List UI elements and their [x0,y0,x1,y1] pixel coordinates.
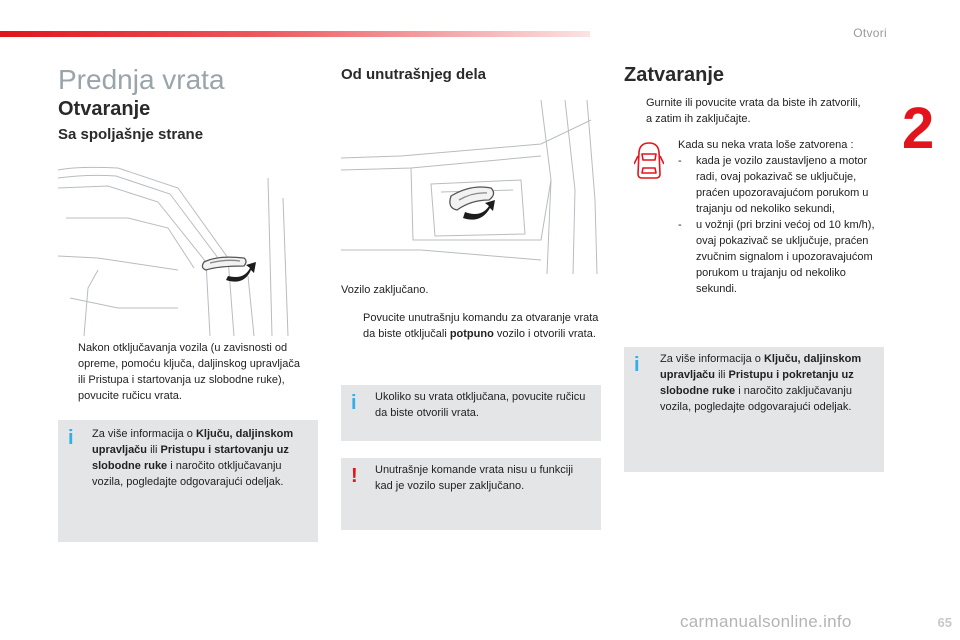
door-warning-list [678,153,878,297]
inside-text-part: Povucite unutrašnju komandu za otvaranje vrata da biste otključali [363,312,599,340]
page-title: Prednja vrata [58,64,225,95]
info-box-left-text [92,426,310,490]
inside-bold-word: potpuno [449,328,494,340]
subheading-inside: Od unutrašnjeg dela [341,66,487,83]
info-icon: i [68,427,74,449]
info-text-part: Za više informacija o [92,428,196,440]
section-heading-zatvaranje: Zatvaranje [624,64,725,86]
list-dash: - [678,219,682,231]
page-number: 65 [937,615,952,630]
info-bold-key: Ključu, daljinskom upravljaču [660,353,862,381]
info-box-right [624,347,884,472]
info-box-right-text [660,351,876,415]
info-text-part: Za više informacija o [660,353,764,365]
header-accent-bar [0,31,590,37]
info-text-part: ili [715,369,729,381]
item-text: u vožnji (pri brzini većoj od 10 km/h), ovaj pokazivač se uključuje, praćen zvučnim signalom i upozoravajućom porukom u trajanju od nekoliko sekundi. [696,219,875,295]
warning-box-text: Unutrašnje komande vrata nisu u funkciji kad je vozilo super zaključano. [375,464,574,492]
door-warning-item-stopped [678,153,878,217]
info-text-part: i naročito zaključavanju vozila, pogledajte odgovarajući odeljak. [660,385,852,413]
info-box-left [58,420,318,542]
subheading-outside: Sa spoljašnje strane [58,126,204,143]
info-icon: i [351,392,357,414]
interior-door-handle-illustration [341,100,601,274]
locked-caption: Vozilo zaključano. [341,284,429,296]
section-heading-otvaranje: Otvaranje [58,98,151,120]
info-box-middle [341,385,601,441]
closing-text: Gurnite ili povucite vrata da biste ih zatvorili, a zatim ih zaključajte. [646,97,861,125]
info-icon: i [634,354,640,376]
info-text-part: i naročito otključavanju vozila, pogledajte odgovarajući odeljak. [92,460,284,488]
door-warning-intro: Kada su neka vrata loše zatvorena : [678,139,854,151]
watermark: carmanualsonline.info [680,612,852,631]
list-dash: - [678,155,682,167]
inner-handle-icon [450,187,494,210]
section-name: Otvori [853,26,887,40]
warning-icon: ! [351,465,358,487]
outside-opening-text: Nakon otključavanja vozila (u zavisnosti od opreme, pomoću ključa, daljinskog upravljača ili Pristupa i startovanja uz slobodne ruke), povucite ručicu vrata. [78,342,300,402]
item-text: kada je vozilo zaustavljeno a motor radi, ovaj pokazivač se uključuje, praćen upozoravajućom porukom u trajanju od nekoliko sekundi, [696,155,869,215]
door-open-warning-icon [634,140,664,182]
info-bold-start: Pristupu i startovanju uz slobodne ruke [92,444,289,472]
warning-box-middle [341,458,601,530]
door-handle-icon [202,257,246,270]
info-text-part: ili [147,444,161,456]
inside-text-part: vozilo i otvorili vrata. [493,328,596,340]
info-bold-start: Pristupu i pokretanju uz slobodne ruke [660,369,854,397]
door-warning-item-driving [678,217,878,297]
info-bold-key: Ključu, daljinskom upravljaču [92,428,294,456]
info-box-middle-text: Ukoliko su vrata otključana, povucite ručicu da biste otvorili vrata. [375,391,586,419]
chapter-number: 2 [902,96,935,161]
inside-opening-text [363,310,601,342]
exterior-door-handle-illustration [58,158,318,336]
